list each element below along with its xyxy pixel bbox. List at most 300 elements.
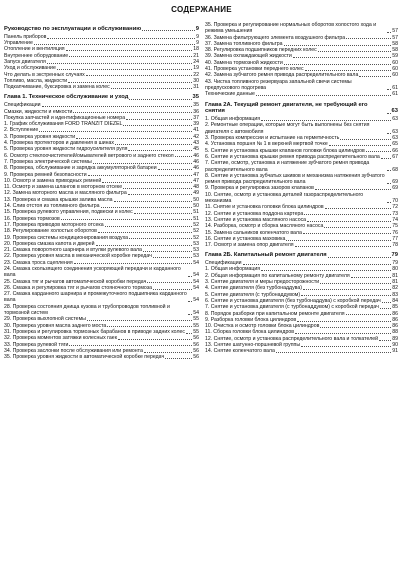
dot-leader — [305, 70, 392, 71]
toc-page-number: 47 — [193, 171, 199, 178]
dot-leader — [284, 64, 391, 65]
toc-page-number: 30 — [193, 77, 199, 84]
dot-leader — [382, 302, 392, 303]
toc-page-number: 53 — [193, 240, 199, 247]
toc-page-number: 31 — [193, 84, 199, 91]
toc-entry-label: 17. Проверка приводов моторного отсека — [4, 221, 104, 228]
toc-entry-label: 38. Регулировка подшипников передних колес — [205, 47, 317, 54]
toc-page-number: 54 — [193, 310, 199, 317]
dot-leader — [295, 246, 392, 247]
toc-page-number: 54 — [193, 272, 199, 279]
toc-entry-label: 10. Осмотр и замена приводных ремней — [4, 177, 102, 184]
dot-leader — [318, 51, 391, 52]
page-title: СОДЕРЖАНИЕ — [171, 5, 232, 14]
toc-page-number: 41 — [193, 127, 199, 134]
dot-leader — [188, 276, 192, 277]
toc-entry-label: 27. Смазка карданного шарнира и промежуточного подшипника карданного вала — [4, 291, 189, 304]
dot-leader — [301, 295, 391, 296]
toc-page-number: 75 — [392, 223, 398, 230]
toc-entry-label: 18. Регулирование холостых оборотов — [4, 228, 97, 235]
toc-page-number: 22 — [193, 71, 199, 78]
toc-page-number: 56 — [193, 335, 199, 342]
toc-entry-label: Отопление и вентиляция — [4, 46, 65, 53]
dot-leader — [329, 145, 391, 146]
toc-page-number: 35 — [192, 94, 199, 101]
toc-entry-label: 2. Вступление — [4, 127, 39, 134]
toc-entry-label: 7. Проверка электрической системы — [4, 158, 92, 165]
toc-page-number: 76 — [392, 229, 398, 236]
toc-page-number: 57 — [392, 34, 398, 41]
toc-page-number: 65 — [392, 141, 398, 148]
dot-leader — [129, 238, 192, 239]
toc-entry-label: Технические данные — [205, 91, 255, 98]
toc-entry — [205, 79, 398, 92]
dot-leader — [105, 226, 193, 227]
dot-leader — [387, 113, 391, 114]
dot-leader — [346, 314, 392, 315]
toc-page-number: 55 — [193, 322, 199, 329]
toc-page-number: 46 — [193, 152, 199, 159]
dot-leader — [123, 188, 192, 189]
toc-page-number: 68 — [392, 166, 398, 173]
toc-entry-label: 9. Разборка головки блока цилиндров — [205, 316, 297, 323]
toc-entry-label: 12. Снятие, осмотр и установка распределительного вала и толкателей — [205, 335, 379, 342]
toc-entry-label: Глава 1. Техническое обслуживание и уход — [4, 94, 129, 101]
dot-leader — [42, 106, 193, 107]
toc-entry-label: 16. Проверка тормозов — [4, 215, 60, 222]
dot-leader — [243, 264, 392, 265]
dot-leader — [102, 182, 192, 183]
toc-entry-label: Внутреннее оборудование — [4, 52, 69, 59]
toc-entry-label: 32. Проверка моментов затяжки колесных гаек — [4, 335, 117, 342]
toc-entry-label: 25. Смазка тяг и рычагов автоматической коробки передач — [4, 278, 147, 285]
toc-page-number: 79 — [391, 252, 398, 259]
toc-entry — [205, 91, 398, 97]
toc-page-number: 84 — [392, 297, 398, 304]
toc-entry-label: 14. Слив отстоя из топливного фильтра — [4, 203, 100, 210]
toc-page-number: 9 — [195, 26, 199, 32]
toc-entry-label: 19. Проверка системы кондиционирования воздуха — [4, 234, 129, 241]
dot-leader — [387, 183, 391, 184]
toc-entry-label: Спецификации — [205, 260, 242, 267]
dot-leader — [147, 282, 192, 283]
dot-leader — [118, 339, 192, 340]
toc-entry-label: 5. Снятие двигателя (с турбонаддувом) — [205, 291, 301, 298]
dot-leader — [346, 38, 391, 39]
dot-leader — [293, 57, 391, 58]
toc-entry-label: 1. Общая информация — [205, 266, 261, 273]
dot-leader — [34, 44, 195, 45]
toc-entry-label: 1. График обслуживания FORD TRANZIT DIEZEL — [4, 121, 123, 128]
toc-page-number: 85 — [392, 304, 398, 311]
toc-entry-label: 15. Проверка рулевого управления, подвески и колес — [4, 209, 133, 216]
dot-leader — [303, 289, 391, 290]
dot-leader — [379, 340, 391, 341]
toc-page-number: 61 — [392, 84, 398, 91]
toc-page-number: 59 — [392, 53, 398, 60]
toc-page-number: 37 — [193, 114, 199, 121]
dot-leader — [98, 232, 192, 233]
dot-leader — [96, 245, 193, 246]
dot-leader — [47, 38, 195, 39]
toc-entry-label: 24. Смазка скользящего соединения ускоряющей передачи и карданного вала — [4, 265, 183, 279]
toc-page-number: 77 — [392, 235, 398, 242]
toc-page-number: 66 — [392, 147, 398, 154]
toc-entry — [4, 304, 199, 317]
dot-leader — [134, 213, 192, 214]
toc-page-number: 54 — [193, 259, 199, 266]
toc-entry-label: 15. Замена сальников коленчатого вала — [205, 229, 302, 236]
toc-entry-label: 1. Общая информация — [205, 116, 261, 123]
toc-entry-label: 4. Снятие двигателя (без турбонаддува) — [205, 285, 302, 292]
dot-leader — [142, 30, 195, 31]
dot-leader — [47, 63, 192, 64]
toc-entry — [4, 354, 199, 360]
toc-page-number: 63 — [391, 108, 398, 115]
dot-leader — [351, 277, 392, 278]
dot-leader — [303, 233, 391, 234]
toc-entry-label: 2. Ремонтные операции, которые могут быть выполнены без снятия двигателя с автомобиля — [205, 122, 371, 135]
toc-entry-label: 31. Проверка и регулировка тормозных барабанов в приводе задних колес — [4, 328, 185, 335]
toc-entry-label: Спецификации — [4, 102, 41, 109]
toc-entry — [4, 84, 199, 90]
dot-leader — [39, 131, 192, 132]
toc-entry-label: 30. Проверка уровня масла заднего моста — [4, 322, 107, 329]
toc-entry-label: 33. Проверка рулевой тяги — [4, 341, 69, 348]
toc-entry-label: 13. Снятие шатунно-поршневой группы — [205, 342, 301, 349]
dot-leader — [340, 139, 391, 140]
toc-entry-label: 6. Осмотр стеклоочистителей/омывателей ветрового и заднего стекол — [4, 152, 174, 159]
toc-entry-label: 8. Проверка, обслуживание и зарядка аккумуляторной батареи — [4, 165, 157, 172]
toc-entry-label: 13. Проверка и смазка крышки залива масла — [4, 196, 113, 203]
toc-entry-label: 36. Замена фильтрующего элемента воздушного фильтра — [205, 34, 346, 41]
toc-section-heading — [205, 252, 398, 259]
toc-page-number: 47 — [193, 177, 199, 184]
dot-leader — [101, 207, 193, 208]
toc-entry-label: 8. Снятие и установка зубчатых шкивов и механизма натяжения зубчатого ремня привода распределительного вала — [205, 172, 387, 186]
dot-leader — [380, 308, 391, 309]
dot-leader — [68, 82, 192, 83]
toc-entry-label: Подкапчивание, буксировка и замена колес — [4, 84, 110, 91]
toc-page-number: 56 — [193, 341, 199, 348]
toc-entry-label: Покупка запчастей и идентификационные номера — [4, 114, 126, 121]
dot-leader — [188, 314, 192, 315]
dot-leader — [284, 45, 392, 46]
dot-leader — [87, 320, 192, 321]
toc-entry-label: 22. Проверка уровня масла в механической коробке передач — [4, 253, 152, 260]
toc-entry-label: 4. Установка поршня № 1 в верхней мертвой точке — [205, 141, 328, 148]
toc-page-number: 48 — [193, 184, 199, 191]
dot-leader — [387, 89, 391, 90]
toc-entry-label: 8. Порядок разборки при капитальном ремонте двигателя — [205, 310, 345, 317]
dot-leader — [261, 270, 391, 271]
dot-leader — [129, 99, 191, 100]
toc-entry-label: 12. Снятие и установка поддона картера — [205, 210, 304, 217]
dot-leader — [115, 144, 192, 145]
toc-entry-label: 11. Осмотр и замена шлангов в моторном отсеке — [4, 184, 123, 191]
toc-page-number: 54 — [193, 284, 199, 291]
toc-page-number: 53 — [193, 253, 199, 260]
toc-page-number: 63 — [392, 135, 398, 142]
toc-entry-label: 29. Проверка выхлопной системы — [4, 316, 86, 323]
dot-leader — [128, 150, 192, 151]
dot-leader — [381, 158, 391, 159]
toc-page-number: 63 — [392, 128, 398, 135]
toc-page-number: 69 — [392, 185, 398, 192]
toc-entry-label: 7. Снятие, осмотр, установка и натяжение зубчатого ремня привода распределительного вала — [205, 160, 371, 173]
dot-leader — [320, 283, 391, 284]
dot-leader — [261, 120, 391, 121]
toc-page-number: 39 — [193, 121, 199, 128]
toc-page-number: 88 — [392, 329, 398, 336]
toc-entry-label: 14. Снятие коленчатого вала — [205, 348, 275, 355]
toc-page-number: 46 — [193, 165, 199, 172]
toc-page-number: 70 — [392, 198, 398, 205]
dot-leader — [256, 95, 391, 96]
toc-entry-label: Запуск двигателя — [4, 58, 46, 65]
toc-entry — [205, 242, 398, 248]
toc-page-number: 49 — [193, 190, 199, 197]
dot-leader — [153, 289, 192, 290]
toc-page-number: 53 — [193, 247, 199, 254]
toc-page-number: 54 — [193, 297, 199, 304]
toc-entry — [4, 266, 199, 279]
dot-leader — [320, 327, 391, 328]
toc-section-heading — [4, 94, 199, 101]
toc-entry-label: 3. Проверка уровня жидкости — [4, 133, 76, 140]
toc-entry-label: Управление — [4, 40, 33, 47]
toc-page-number: 55 — [193, 316, 199, 323]
dot-leader — [107, 326, 192, 327]
toc-page-number: 60 — [392, 72, 398, 79]
dot-leader — [69, 345, 192, 346]
dot-leader — [276, 352, 391, 353]
toc-page-number: 52 — [193, 221, 199, 228]
toc-page-number: 74 — [392, 216, 398, 223]
toc-entry-label: 11. Снятие и установка головки блока цилиндров — [205, 204, 324, 211]
toc-page-number: 89 — [392, 335, 398, 342]
toc-entry-label: 39. Замена охлаждающей жидкости — [205, 53, 292, 60]
toc-page-number: 69 — [392, 179, 398, 186]
toc-page-number: 60 — [392, 66, 398, 73]
toc-entry-label: 26. Смазка и регулировка тяг и рычагов стояночного тормоза — [4, 284, 152, 291]
dot-leader — [57, 69, 192, 70]
toc-entry-label: 7. Снятие и установка двигателя (с турбонаддувом) с коробкой передач — [205, 304, 379, 311]
toc-entry-label: 17. Осмотр и замена опор двигателя — [205, 242, 294, 249]
toc-entry-label: 13. Снятие и установка масляного насоса — [205, 216, 307, 223]
dot-leader — [153, 257, 192, 258]
toc-section-heading — [4, 26, 199, 33]
toc-page-number: 19 — [193, 65, 199, 72]
toc-page-number: 52 — [193, 234, 199, 241]
toc-page-number: 56 — [193, 347, 199, 354]
dot-leader — [387, 170, 391, 171]
dot-leader — [315, 189, 391, 190]
dot-leader — [307, 221, 391, 222]
dot-leader — [297, 321, 391, 322]
toc-page-number: 79 — [392, 260, 398, 267]
dot-leader — [76, 138, 192, 139]
dot-leader — [366, 151, 391, 152]
dot-leader — [86, 75, 192, 76]
toc-page-number: 58 — [392, 47, 398, 54]
toc-page-number: 51 — [193, 215, 199, 222]
toc-entry-label: 9. Проверка и регулировка зазоров клапанов — [205, 185, 314, 192]
dot-leader — [186, 333, 192, 334]
dot-leader — [73, 112, 192, 113]
toc-page-number: 46 — [193, 158, 199, 165]
toc-page-number: 57 — [392, 28, 398, 35]
toc-page-number: 63 — [392, 116, 398, 123]
toc-page-number: 60 — [392, 59, 398, 66]
toc-page-number: 35 — [193, 102, 199, 109]
toc-entry-label: Уход и обслуживание — [4, 65, 56, 72]
toc-entry-label: 4. Проверка протекторов и давления в шинах — [4, 140, 115, 147]
dot-leader — [69, 56, 192, 57]
toc-entry-label: 20. Проверка смазка капота и дверей — [4, 240, 95, 247]
toc-page-number: 83 — [392, 291, 398, 298]
dot-leader — [175, 156, 193, 157]
toc-section-heading — [205, 102, 398, 116]
toc-page-number: 52 — [193, 228, 199, 235]
toc-entry-label: 41. Проверка установки переднего колес — [205, 66, 304, 73]
toc-entry-label: 14. Разборка, осмотр и сборка масляного насоса — [205, 223, 324, 230]
toc-entry-label: Руководство по эксплуатации и обслуживанию — [4, 26, 142, 32]
dot-leader — [325, 208, 392, 209]
dot-leader — [93, 163, 193, 164]
toc-page-number: 61 — [392, 91, 398, 98]
toc-column-left — [4, 22, 199, 360]
toc-entry — [205, 348, 398, 354]
toc-entry-label: 42. Замена зубчатого ремня привода распределительного вала — [205, 72, 359, 79]
toc-entry-label: 35. Проверка и регулирование нормальных оборотов холостого хода и режима умеьшения — [205, 22, 378, 35]
dot-leader — [74, 263, 193, 264]
toc-entry — [4, 291, 199, 304]
toc-entry-label: 28. Проверка состояния днища кузова и трубопроводов топливной и тормозной систем — [4, 303, 172, 317]
toc-page-number: 78 — [392, 242, 398, 249]
dot-leader — [304, 214, 391, 215]
toc-page-number: 50 — [193, 203, 199, 210]
toc-entry-label: 34. Проверка заслонки после обслуживания или ремонта — [4, 347, 143, 354]
toc-page-number: 86 — [392, 316, 398, 323]
toc-entry — [205, 192, 398, 205]
toc-page-number: 54 — [193, 278, 199, 285]
toc-entry-label: 12. Замена моторного масла и масляного фильтра — [4, 190, 127, 197]
dot-leader — [158, 169, 193, 170]
dot-leader — [387, 32, 391, 33]
toc-page-number: 9 — [196, 40, 199, 47]
toc-entry-label: 10. Очистка и осмотр головки блока цилиндров — [205, 323, 320, 330]
toc-entry-label: 10. Снятие, осмотр и установка деталей газораспределительного механизма — [205, 191, 365, 205]
toc-page-number: 56 — [193, 354, 199, 361]
dot-leader — [88, 175, 193, 176]
toc-entry-label: 23. Смазка троса сцепления — [4, 259, 73, 266]
toc-page-number: 86 — [392, 310, 398, 317]
toc-entry-label: 9. Проверка ремней безопасности — [4, 171, 87, 178]
dot-leader — [126, 119, 192, 120]
toc-entry-label: Что делать в экстренных случаях — [4, 71, 85, 78]
toc-entry-label: 6. Снятие и установка двигателя (без турбонаддува) с коробкой передач — [205, 297, 381, 304]
toc-page-number: 67 — [392, 153, 398, 160]
toc-page-number: 91 — [392, 348, 398, 355]
toc-page-number: 45 — [193, 146, 199, 153]
toc-entry-label: 5. Снятие и установка крышки клапанов головки блока цилиндров — [205, 147, 365, 154]
toc-entry-label: 3. Снятие двигателя и меры предосторожности — [205, 279, 320, 286]
dot-leader — [328, 257, 391, 258]
toc-page-number: 24 — [193, 58, 199, 65]
toc-entry-label: 11. Сборка головки блока цилиндров — [205, 329, 294, 336]
toc-entry-label: 40. Замена тормозной жидкости — [205, 59, 283, 66]
dot-leader — [286, 240, 391, 241]
toc-page-number: 58 — [392, 40, 398, 47]
dot-leader — [66, 50, 193, 51]
dot-leader — [188, 301, 192, 302]
toc-entry-label: Глава 2Б. Капитальный ремонт двигателя — [205, 252, 327, 259]
toc-page-number: 42 — [193, 133, 199, 140]
toc-entry-label: 21. Смазка поворотного шарнира и втулки рулевого вала — [4, 247, 142, 254]
toc-entry-label: Глава 2А. Текущий ремонт двигателя, не требующий его снятия — [205, 101, 368, 115]
toc-page-number: 72 — [392, 204, 398, 211]
dot-leader — [359, 76, 391, 77]
toc-entry-label: 35. Проверка уровня жидкости в автоматической коробке передач — [4, 354, 165, 361]
toc-page-number: 18 — [193, 46, 199, 53]
toc-entry-label: Топливо, масла, жидкости — [4, 77, 68, 84]
toc-page-number: 43 — [193, 140, 199, 147]
dot-leader — [128, 194, 193, 195]
dot-leader — [114, 201, 193, 202]
toc-page-number: 51 — [193, 209, 199, 216]
dot-leader — [61, 219, 192, 220]
dot-leader — [324, 227, 391, 228]
toc-page-number: 80 — [392, 266, 398, 273]
toc-page-number: 36 — [193, 108, 199, 115]
toc-entry-label: 5. Проверка уровня жидкости гидроусилителя руля — [4, 146, 128, 153]
toc-page-number: 9 — [196, 33, 199, 40]
toc-page-number: 21 — [193, 52, 199, 59]
toc-page-number: 50 — [193, 196, 199, 203]
toc-page-number: 55 — [193, 328, 199, 335]
toc-entry-label: Смазки, жидкости и емкости — [4, 108, 73, 115]
toc-entry-label: 37. Замена топливного фильтра — [205, 40, 283, 47]
toc-entry — [205, 173, 398, 186]
dot-leader — [111, 88, 193, 89]
toc-entry-label: 3. Проверка компрессии и испытание на герметичность — [205, 135, 340, 142]
dot-leader — [387, 202, 391, 203]
dot-leader — [301, 346, 391, 347]
toc-entry — [205, 22, 398, 35]
toc-entry-label: 6. Снятие и установка крышки ремня привода распределительного вала — [205, 153, 380, 160]
dot-leader — [144, 352, 192, 353]
toc-entry-label: 2. Общая информация по капитальному ремонту двигателя — [205, 272, 350, 279]
toc-page-number: 73 — [392, 210, 398, 217]
toc-page-number: 81 — [392, 272, 398, 279]
toc-page-number: 81 — [392, 279, 398, 286]
dot-leader — [143, 251, 192, 252]
dot-leader — [295, 333, 391, 334]
dot-leader — [387, 133, 391, 134]
toc-column-right — [205, 22, 398, 355]
toc-entry — [205, 160, 398, 173]
toc-entry-label: 43. Чистка топливного резервуара запальной свечи системы предпускового подогрева — [205, 78, 354, 91]
dot-leader — [123, 125, 192, 126]
toc-page-number: 90 — [392, 342, 398, 349]
toc-entry-label: 16. Снятие и установка маховика — [205, 235, 286, 242]
dot-leader — [165, 358, 192, 359]
toc-page-number: 82 — [392, 285, 398, 292]
toc-page-number: 86 — [392, 323, 398, 330]
toc-entry-label: Панель приборов — [4, 33, 47, 40]
toc-entry — [205, 122, 398, 135]
